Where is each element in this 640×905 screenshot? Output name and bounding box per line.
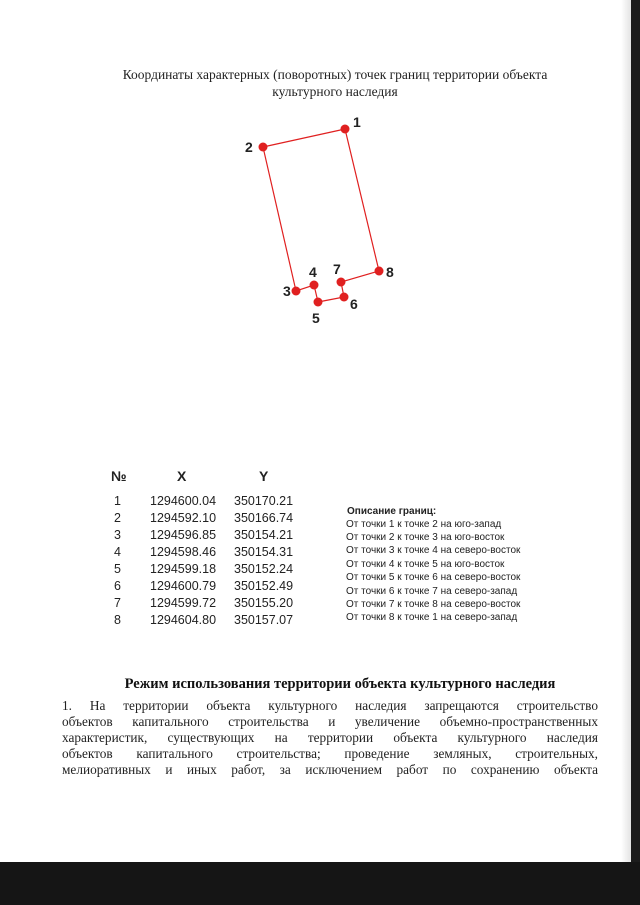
point-label-7: 7 — [333, 261, 341, 277]
point-4 — [310, 281, 319, 290]
row-num: 5 — [114, 562, 121, 576]
description-line: От точки 1 к точке 2 на юго-запад — [346, 519, 502, 530]
header-x: X — [177, 468, 187, 484]
scan-border — [0, 862, 640, 905]
point-label-1: 1 — [353, 114, 361, 130]
point-label-5: 5 — [312, 310, 320, 326]
paragraph-line: объектов капитального строительства; проведение земляных, строительных, — [62, 746, 598, 761]
row-num: 2 — [114, 511, 121, 525]
point-label-2: 2 — [245, 139, 253, 155]
description-title: Описание границ: — [347, 506, 437, 517]
row-y: 350152.49 — [234, 579, 294, 593]
point-1 — [341, 125, 350, 134]
row-y: 350154.21 — [234, 528, 294, 542]
row-num: 8 — [114, 613, 121, 627]
description-line: От точки 6 к точке 7 на северо-запад — [346, 586, 518, 597]
paragraph-line: объектов капитального строительства и увеличение объемно-пространственных — [62, 714, 598, 729]
title-line-2: культурного наследия — [272, 84, 398, 99]
row-x: 1294596.85 — [150, 528, 217, 542]
row-y: 350152.24 — [234, 562, 294, 576]
paragraph-line: характеристик, существующих на территории объекта культурного наследия — [62, 730, 598, 745]
description-line: От точки 2 к точке 3 на юго-восток — [346, 532, 505, 543]
row-x: 1294592.10 — [150, 511, 217, 525]
point-5 — [314, 298, 323, 307]
row-num: 6 — [114, 579, 121, 593]
row-x: 1294600.04 — [150, 494, 217, 508]
row-num: 3 — [114, 528, 121, 542]
usage-paragraph — [62, 698, 598, 778]
row-y: 350170.21 — [234, 494, 294, 508]
row-num: 4 — [114, 545, 121, 559]
point-8 — [375, 267, 384, 276]
point-label-3: 3 — [283, 283, 291, 299]
paragraph-line: 1. На территории объекта культурного наследия запрещаются строительство — [62, 698, 598, 713]
row-num: 7 — [114, 596, 121, 610]
description-line: От точки 3 к точке 4 на северо-восток — [346, 545, 521, 556]
boundary-points — [259, 125, 384, 307]
row-x: 1294598.46 — [150, 545, 217, 559]
point-2 — [259, 143, 268, 152]
title-line-1: Координаты характерных (поворотных) точек границ территории объекта — [122, 67, 548, 82]
header-num: № — [111, 468, 127, 484]
row-y: 350155.20 — [234, 596, 294, 610]
row-x: 1294604.80 — [150, 613, 217, 627]
row-y: 350154.31 — [234, 545, 294, 559]
paragraph-line: мелиоративных и иных работ, за исключением работ по сохранению объекта — [62, 762, 598, 777]
point-7 — [337, 278, 346, 287]
header-y: Y — [259, 468, 269, 484]
section-heading: Режим использования территории объекта культурного наследия — [124, 676, 556, 692]
point-3 — [292, 287, 301, 296]
row-x: 1294600.79 — [150, 579, 217, 593]
row-x: 1294599.72 — [150, 596, 217, 610]
point-label-6: 6 — [350, 296, 358, 312]
row-y: 350157.07 — [234, 613, 294, 627]
description-line: От точки 4 к точке 5 на юго-восток — [346, 559, 505, 570]
point-6 — [340, 293, 349, 302]
row-x: 1294599.18 — [150, 562, 217, 576]
boundary-plan — [0, 0, 631, 340]
description-line: От точки 5 к точке 6 на северо-восток — [346, 572, 521, 583]
point-label-4: 4 — [309, 264, 317, 280]
point-label-8: 8 — [386, 264, 394, 280]
description-line: От точки 8 к точке 1 на северо-запад — [346, 612, 518, 623]
description-line: От точки 7 к точке 8 на северо-восток — [346, 599, 521, 610]
row-num: 1 — [114, 494, 121, 508]
row-y: 350166.74 — [234, 511, 294, 525]
boundary-polygon — [263, 129, 379, 302]
